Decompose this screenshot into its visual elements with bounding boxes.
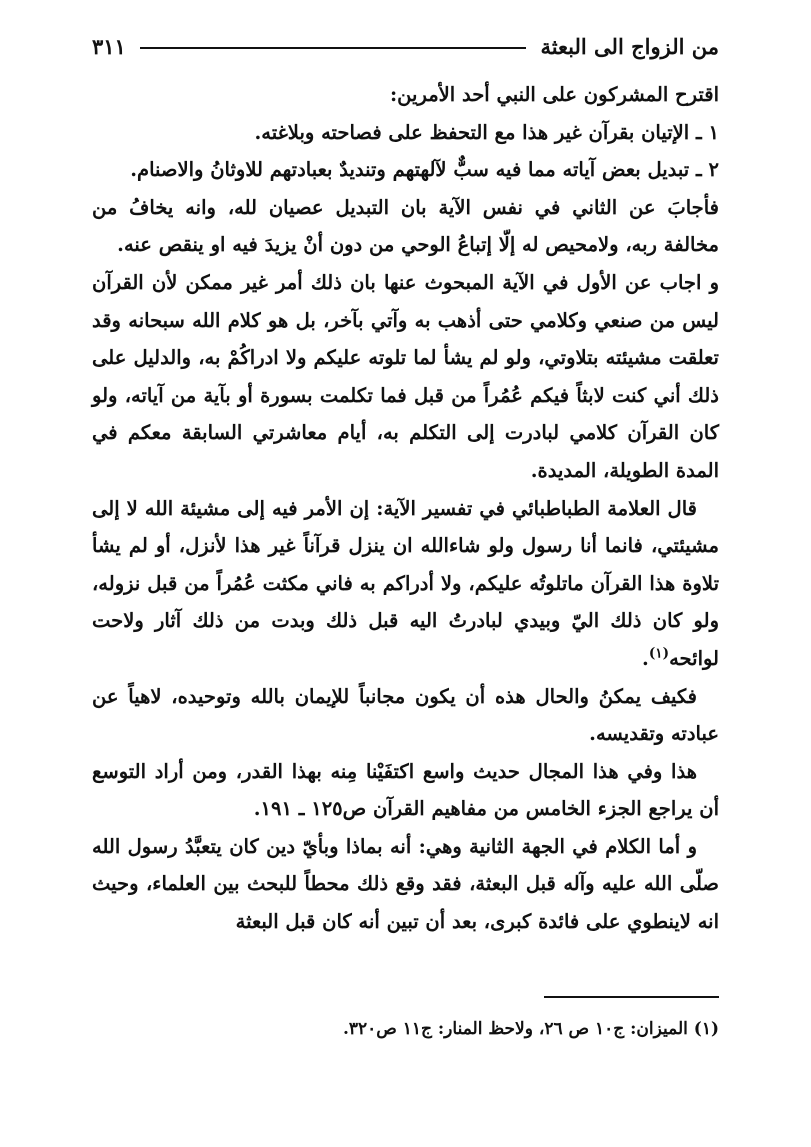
paragraph-8: هذا وفي هذا المجال حديث واسع اكتفَيْنا مِنه بهذا القدر، ومن أراد التوسع أن يراجع الجزء الخامس من مفاهيم القرآن ص١٢٥ ـ ١٩١. <box>92 759 719 821</box>
main-text <box>92 76 719 941</box>
paragraph-6 <box>92 490 719 678</box>
header-rule <box>140 47 527 49</box>
running-title: من الزواج الى البعثة <box>540 33 719 59</box>
paragraph-7: فكيف يمكنُ والحال هذه أن يكون مجانباً للإيمان بالله وتوحيده، لاهياً عن عبادته وتقديسه. <box>92 684 719 746</box>
paragraph-1: اقترح المشركون على النبي أحد الأمرين: <box>389 83 719 106</box>
paragraph-3: ٢ ـ تبديل بعض آياته مما فيه سبٌّ لآلهتهم وتنديدٌ بعبادتهم للاوثانُ والاصنام. <box>130 158 719 182</box>
footnote-reference[interactable]: (١) <box>648 645 670 662</box>
footnote-rule <box>544 996 719 998</box>
page-header <box>92 28 719 64</box>
paragraph-2: ١ ـ الإتيان بقرآن غير هذا مع التحفظ على فصاحته وبلاغته. <box>254 120 719 144</box>
paragraph-6-text: قال العلامة الطباطبائي في تفسير الآية: إن الأمر فيه إلى مشيئة الله لا إلى مشيئتي، فانما أنا رسول ولو شاءالله ان ينزل قرآناً غير هذا لأنزل، أو لم يشأ تلاوة هذا القرآن ماتلوتُه عليكم، ولا أدراكم به فاني مكثت عُمُراً من قبل نزوله، ولو كان ذلك اليّ وبيدي لبادرتُ اليه قبل ذلك وبدت من ذلك آثار ولاحت لوائحه <box>92 496 719 670</box>
footnote: (١) الميزان: ج١٠ ص ٢٦، ولاحظ المنار: ج١١ ص٣٢٠. <box>342 1019 719 1039</box>
paragraph-9: و أما الكلام في الجهة الثانية وهي: أنه بماذا وبأيّ دين كان يتعبَّدُ رسول الله صلّى الله عليه وآله قبل البعثة، فقد وقع ذلك محطاً للبحث بين العلماء، وحيث انه لاينطوي على فائدة كبرى، بعد أن تبين أنه كان قبل البعثة <box>92 834 719 934</box>
page-number: ٣١١ <box>92 33 126 59</box>
paragraph-5: و اجاب عن الأول في الآية المبحوث عنها بان ذلك أمر غير ممكن لأن القرآن ليس من صنعي وكلامي حتى أذهب به وآتي بآخر، بل هو كلام الله سبحانه وقد تعلقت مشيئته بتلاوتي، ولو لم يشأ لما تلوته عليكم ولا ادراكُمْ به، والدليل على ذلك أني كنت لابثاً فيكم عُمُراً من قبل فما تكلمت بسورة أو بآية من آياته، ولو كان القرآن كلامي لبادرت إلى التكلم به، أيام معاشرتي السابقة معكم في المدة الطويلة، المديدة. <box>92 270 719 482</box>
paragraph-4: فأجابَ عن الثاني في نفس الآية بان التبديل عصيان لله، وانه يخافُ من مخالفة ربه، ولامحيص له إلّا إتباعُ الوحي من دون أنْ يزيدَ فيه او ينقص عنه. <box>92 195 719 257</box>
paragraph-6-end: . <box>642 646 649 670</box>
